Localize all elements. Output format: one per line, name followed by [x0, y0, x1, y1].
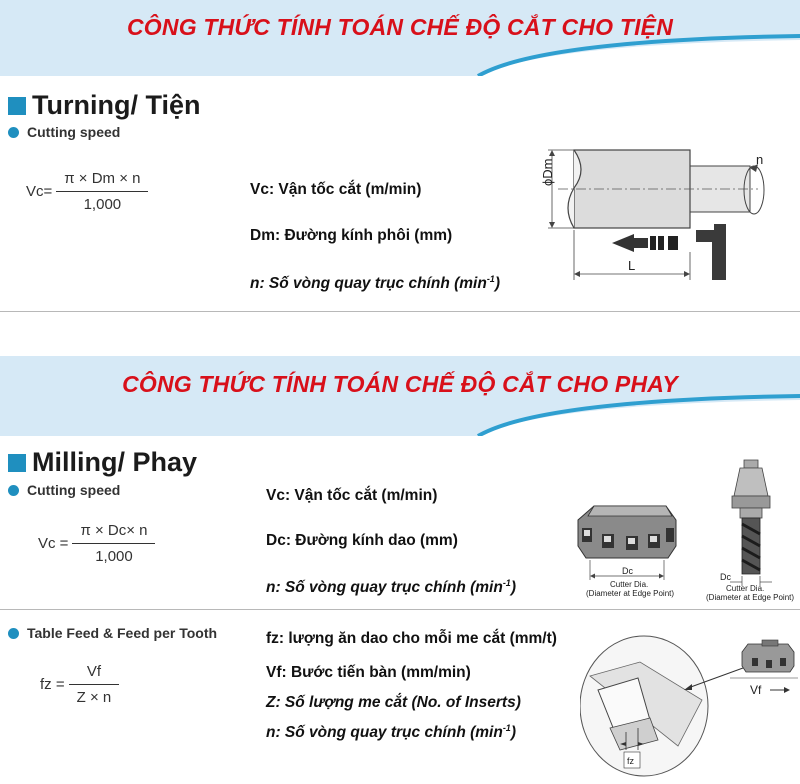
turning-banner-title: CÔNG THỨC TÍNH TOÁN CHẾ ĐỘ CẮT CHO TIỆN [126, 14, 674, 40]
end-mill-diagram [700, 458, 800, 604]
turning-subheading [8, 124, 120, 140]
length-label: L [628, 258, 636, 273]
turning-def-vc: Vc: Vận tốc cắt (m/min) [250, 181, 422, 198]
formula-fraction [56, 170, 148, 213]
vf-label: Vf [750, 683, 762, 697]
dot-bullet-icon [8, 485, 19, 496]
formula-fraction [69, 663, 120, 706]
feed-formula [40, 663, 119, 706]
section-divider [0, 609, 800, 610]
turning-formula [26, 170, 148, 213]
milling-formula [38, 522, 155, 565]
formula-denominator: 1,000 [56, 191, 148, 213]
milling-banner-title: CÔNG THỨC TÍNH TOÁN CHẾ ĐỘ CẮT CHO PHAY [122, 371, 678, 397]
turning-banner [0, 0, 800, 76]
formula-lhs: Vc = [38, 535, 69, 552]
turning-diagram [528, 140, 778, 290]
turning-heading [8, 90, 201, 121]
milling-subtitle: Cutting speed [27, 482, 121, 498]
feed-def-vf: Vf: Bước tiến bàn (mm/min) [266, 664, 471, 681]
turning-def-n: n: Số vòng quay trục chính $(\min^{-1})$ [250, 274, 500, 293]
milling-heading [8, 447, 197, 478]
formula-lhs: fz = [40, 676, 65, 693]
feed-def-n: n: Số vòng quay trục chính $(\min^{-1})$ [266, 723, 516, 742]
turning-subtitle: Cutting speed [27, 124, 121, 140]
milling-def-dc: Dc: Đường kính dao (mm) [266, 532, 458, 549]
formula-numerator: π × Dc× n [80, 522, 148, 539]
dc-label: Dc [622, 566, 633, 576]
milling-def-n: n: Số vòng quay trục chính $(\min^{-1})$ [266, 578, 516, 597]
formula-fraction [72, 522, 155, 565]
feed-def-fz: fz: lượng ăn dao cho mỗi me cắt (mm/t) [266, 630, 557, 647]
diameter-label: ϕDm [540, 158, 555, 186]
dc-label: Dc [720, 572, 731, 582]
rpm-label: n [756, 152, 764, 167]
face-mill-diagram [572, 498, 692, 602]
milling-banner [0, 356, 800, 436]
diameter-edge-caption: (Diameter at Edge Point) [586, 589, 675, 598]
diameter-edge-caption: (Diameter at Edge Point) [706, 593, 795, 602]
dot-bullet-icon [8, 127, 19, 138]
formula-numerator: π × Dm × n [64, 170, 141, 187]
feed-subtitle: Table Feed & Feed per Tooth [27, 625, 218, 641]
cutter-dia-caption: Cutter Dia. [610, 580, 649, 589]
turning-def-dm: Dm: Đường kính phôi (mm) [250, 227, 453, 244]
milling-title: Milling/ Phay [32, 447, 198, 477]
milling-def-vc: Vc: Vận tốc cắt (m/min) [266, 487, 438, 504]
milling-subheading [8, 482, 120, 498]
feed-def-z: Z: Số lượng me cắt (No. of Inserts) [266, 694, 521, 711]
formula-denominator: Z × n [69, 684, 120, 706]
square-bullet-icon [8, 454, 26, 472]
cutter-dia-caption: Cutter Dia. [726, 584, 765, 593]
section-divider [0, 311, 800, 312]
feed-subheading [8, 625, 217, 641]
square-bullet-icon [8, 97, 26, 115]
turning-title: Turning/ Tiện [32, 90, 201, 120]
feed-per-tooth-diagram [580, 628, 798, 780]
formula-numerator: Vf [86, 663, 101, 680]
formula-denominator: 1,000 [72, 543, 155, 565]
dot-bullet-icon [8, 628, 19, 639]
formula-lhs: Vc= [26, 183, 53, 200]
fz-label: fz [627, 756, 635, 766]
